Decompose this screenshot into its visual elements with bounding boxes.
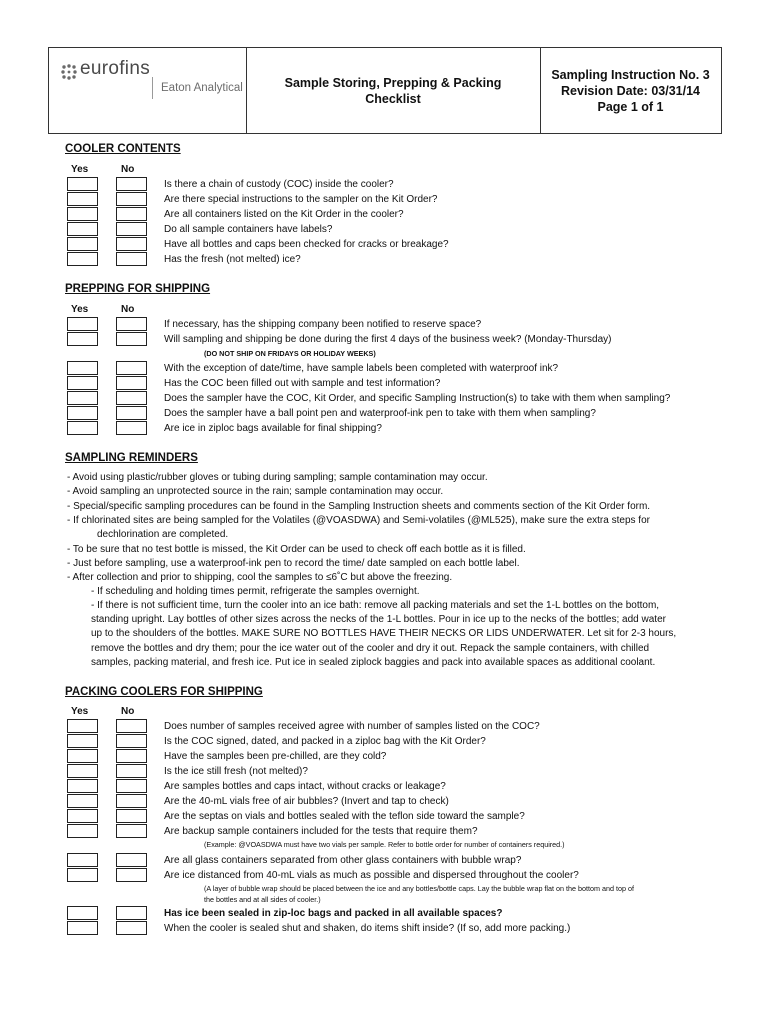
title-line-1: Sample Storing, Prepping & Packing bbox=[284, 75, 502, 90]
no-checkbox[interactable] bbox=[116, 376, 147, 390]
no-checkbox[interactable] bbox=[116, 809, 147, 823]
yes-checkbox[interactable] bbox=[67, 868, 98, 882]
checklist-question: Will sampling and shipping be done during the first 4 days of the business week? (Monday-Thursday) bbox=[164, 334, 612, 345]
yes-checkbox[interactable] bbox=[67, 749, 98, 763]
page-number: Page 1 of 1 bbox=[597, 99, 664, 114]
example-note: (Example: @VOASDWA must have two vials per sample. Refer to bottle order for number of containers required.) bbox=[204, 840, 565, 849]
reminder-line: - Just before sampling, use a waterproof-ink pen to record the time/ date sampled on each bottle label. bbox=[67, 558, 520, 569]
yes-checkbox[interactable] bbox=[67, 332, 98, 346]
no-checkbox[interactable] bbox=[116, 921, 147, 935]
yes-checkbox[interactable] bbox=[67, 361, 98, 375]
no-checkbox[interactable] bbox=[116, 906, 147, 920]
checklist-question: Is the ice still fresh (not melted)? bbox=[164, 766, 308, 777]
no-checkbox[interactable] bbox=[116, 794, 147, 808]
reminder-line: remove the bottles and dry them; pour the ice water out of the cooler and dry it out. Repack the sample containers, with chilled bbox=[91, 643, 650, 654]
reminder-line: - If there is not sufficient time, turn the cooler into an ice bath: remove all packing materials and set the 1-L bottles on the bottom, bbox=[91, 600, 660, 611]
checklist-question: Have the samples been pre-chilled, are they cold? bbox=[164, 751, 387, 762]
no-checkbox[interactable] bbox=[116, 192, 147, 206]
no-checkbox[interactable] bbox=[116, 207, 147, 221]
yes-checkbox[interactable] bbox=[67, 824, 98, 838]
no-column-header: No bbox=[121, 304, 135, 315]
no-checkbox[interactable] bbox=[116, 317, 147, 331]
logo-subtitle: Eaton Analytical bbox=[161, 82, 243, 94]
yes-checkbox[interactable] bbox=[67, 376, 98, 390]
revision-cell bbox=[540, 48, 721, 133]
reminder-line: - If chlorinated sites are being sampled for the Volatiles (@VOASDWA) and Semi-volatiles (@ML525), make sure the extra steps for bbox=[67, 515, 650, 526]
no-checkbox[interactable] bbox=[116, 868, 147, 882]
reminder-line: dechlorination are completed. bbox=[97, 529, 229, 540]
reminder-line: up to the shoulders of the bottles. MAKE SURE NO BOTTLES HAVE THEIR NECKS OR LIDS UNDERWATER. Let sit for 2-3 hours, bbox=[91, 628, 677, 639]
no-checkbox[interactable] bbox=[116, 734, 147, 748]
yes-checkbox[interactable] bbox=[67, 237, 98, 251]
no-column-header: No bbox=[121, 706, 135, 717]
yes-column-header: Yes bbox=[71, 164, 89, 175]
yes-checkbox[interactable] bbox=[67, 764, 98, 778]
yes-checkbox[interactable] bbox=[67, 391, 98, 405]
reminder-line: - Avoid using plastic/rubber gloves or tubing during sampling; sample contamination may occur. bbox=[67, 472, 488, 483]
checklist-question: Is the COC signed, dated, and packed in a ziploc bag with the Kit Order? bbox=[164, 736, 486, 747]
no-checkbox[interactable] bbox=[116, 406, 147, 420]
yes-checkbox[interactable] bbox=[67, 252, 98, 266]
checklist-question: Have all bottles and caps been checked for cracks or breakage? bbox=[164, 239, 449, 250]
section-title-sampling-reminders: SAMPLING REMINDERS bbox=[65, 452, 198, 464]
checklist-question: Do all sample containers have labels? bbox=[164, 224, 333, 235]
yes-checkbox[interactable] bbox=[67, 177, 98, 191]
logo-divider bbox=[152, 77, 153, 99]
revision-info bbox=[551, 67, 709, 115]
checklist-question: Are ice distanced from 40-mL vials as much as possible and dispersed throughout the cooler? bbox=[164, 870, 579, 881]
document-title bbox=[285, 75, 502, 107]
no-checkbox[interactable] bbox=[116, 719, 147, 733]
eurofins-logo-icon bbox=[61, 64, 77, 80]
no-checkbox[interactable] bbox=[116, 361, 147, 375]
yes-checkbox[interactable] bbox=[67, 222, 98, 236]
no-checkbox[interactable] bbox=[116, 332, 147, 346]
reminder-line: - After collection and prior to shipping, cool the samples to ≤6˚C but above the freezing. bbox=[67, 572, 453, 583]
no-column-header: No bbox=[121, 164, 135, 175]
instruction-number: Sampling Instruction No. 3 bbox=[551, 67, 710, 82]
reminder-line: standing upright. Lay bottles of other sizes across the necks of the 1-L bottles. Pour in ice up to the necks of the bottles; add water bbox=[91, 614, 666, 625]
checklist-question: Are there special instructions to the sampler on the Kit Order? bbox=[164, 194, 438, 205]
title-line-2: Checklist bbox=[365, 91, 421, 106]
yes-column-header: Yes bbox=[71, 304, 89, 315]
checklist-question: If necessary, has the shipping company been notified to reserve space? bbox=[164, 319, 482, 330]
no-checkbox[interactable] bbox=[116, 222, 147, 236]
bubble-wrap-note: the bottles and at all sides of cooler.) bbox=[204, 895, 321, 904]
yes-checkbox[interactable] bbox=[67, 719, 98, 733]
header-table bbox=[48, 47, 722, 134]
yes-checkbox[interactable] bbox=[67, 906, 98, 920]
shipping-note: (DO NOT SHIP ON FRIDAYS OR HOLIDAY WEEKS) bbox=[204, 349, 376, 358]
checklist-question: Has the fresh (not melted) ice? bbox=[164, 254, 301, 265]
reminder-line: samples, packing material, and fresh ice. Put ice in sealed ziplock baggies and pack into available spaces as additional coolant. bbox=[91, 657, 656, 668]
no-checkbox[interactable] bbox=[116, 764, 147, 778]
checklist-question: Is there a chain of custody (COC) inside the cooler? bbox=[164, 179, 394, 190]
section-title-packing: PACKING COOLERS FOR SHIPPING bbox=[65, 686, 263, 698]
logo-cell bbox=[49, 48, 247, 133]
no-checkbox[interactable] bbox=[116, 749, 147, 763]
no-checkbox[interactable] bbox=[116, 421, 147, 435]
reminder-line: - Avoid sampling an unprotected source in the rain; sample contamination may occur. bbox=[67, 486, 444, 497]
no-checkbox[interactable] bbox=[116, 177, 147, 191]
checklist-question: Has the COC been filled out with sample and test information? bbox=[164, 378, 441, 389]
yes-checkbox[interactable] bbox=[67, 921, 98, 935]
checklist-question: When the cooler is sealed shut and shaken, do items shift inside? (If so, add more packing.) bbox=[164, 923, 571, 934]
revision-date: Revision Date: 03/31/14 bbox=[561, 83, 700, 98]
yes-checkbox[interactable] bbox=[67, 406, 98, 420]
title-cell bbox=[246, 48, 541, 133]
checklist-question: Are all containers listed on the Kit Order in the cooler? bbox=[164, 209, 404, 220]
checklist-question: Has ice been sealed in zip-loc bags and packed in all available spaces? bbox=[164, 908, 503, 919]
checklist-question: Are the septas on vials and bottles sealed with the teflon side toward the sample? bbox=[164, 811, 525, 822]
logo-wordmark: eurofins bbox=[80, 58, 150, 79]
no-checkbox[interactable] bbox=[116, 237, 147, 251]
bubble-wrap-note: (A layer of bubble wrap should be placed between the ice and any bottles/bottle caps. Lay the bubble wrap flat on the bottom and top of bbox=[204, 884, 634, 893]
reminder-line: - Special/specific sampling procedures can be found in the Sampling Instruction sheets and comments section of the Kit Order form. bbox=[67, 501, 651, 512]
yes-checkbox[interactable] bbox=[67, 794, 98, 808]
yes-checkbox[interactable] bbox=[67, 809, 98, 823]
checklist-question: Does the sampler have the COC, Kit Order, and specific Sampling Instruction(s) to take with them when sampling? bbox=[164, 393, 671, 404]
checklist-question: Are all glass containers separated from other glass containers with bubble wrap? bbox=[164, 855, 522, 866]
no-checkbox[interactable] bbox=[116, 391, 147, 405]
no-checkbox[interactable] bbox=[116, 824, 147, 838]
yes-checkbox[interactable] bbox=[67, 853, 98, 867]
no-checkbox[interactable] bbox=[116, 853, 147, 867]
checklist-question: Are the 40-mL vials free of air bubbles? (Invert and tap to check) bbox=[164, 796, 449, 807]
checklist-question: Does the sampler have a ball point pen and waterproof-ink pen to take with them when sampling? bbox=[164, 408, 596, 419]
checklist-question: With the exception of date/time, have sample labels been completed with waterproof ink? bbox=[164, 363, 559, 374]
section-title-cooler-contents: COOLER CONTENTS bbox=[65, 143, 181, 155]
yes-checkbox[interactable] bbox=[67, 207, 98, 221]
checklist-question: Are samples bottles and caps intact, without cracks or leakage? bbox=[164, 781, 446, 792]
yes-checkbox[interactable] bbox=[67, 192, 98, 206]
section-title-prepping: PREPPING FOR SHIPPING bbox=[65, 283, 211, 295]
checklist-question: Does number of samples received agree with number of samples listed on the COC? bbox=[164, 721, 540, 732]
yes-checkbox[interactable] bbox=[67, 779, 98, 793]
yes-column-header: Yes bbox=[71, 706, 89, 717]
no-checkbox[interactable] bbox=[116, 252, 147, 266]
checklist-question: Are backup sample containers included for the tests that require them? bbox=[164, 826, 478, 837]
no-checkbox[interactable] bbox=[116, 779, 147, 793]
yes-checkbox[interactable] bbox=[67, 734, 98, 748]
checklist-question: Are ice in ziploc bags available for final shipping? bbox=[164, 423, 382, 434]
reminder-line: - To be sure that no test bottle is missed, the Kit Order can be used to check off each bottle as it is filled. bbox=[67, 544, 526, 555]
reminder-line: - If scheduling and holding times permit, refrigerate the samples overnight. bbox=[91, 586, 420, 597]
yes-checkbox[interactable] bbox=[67, 421, 98, 435]
yes-checkbox[interactable] bbox=[67, 317, 98, 331]
